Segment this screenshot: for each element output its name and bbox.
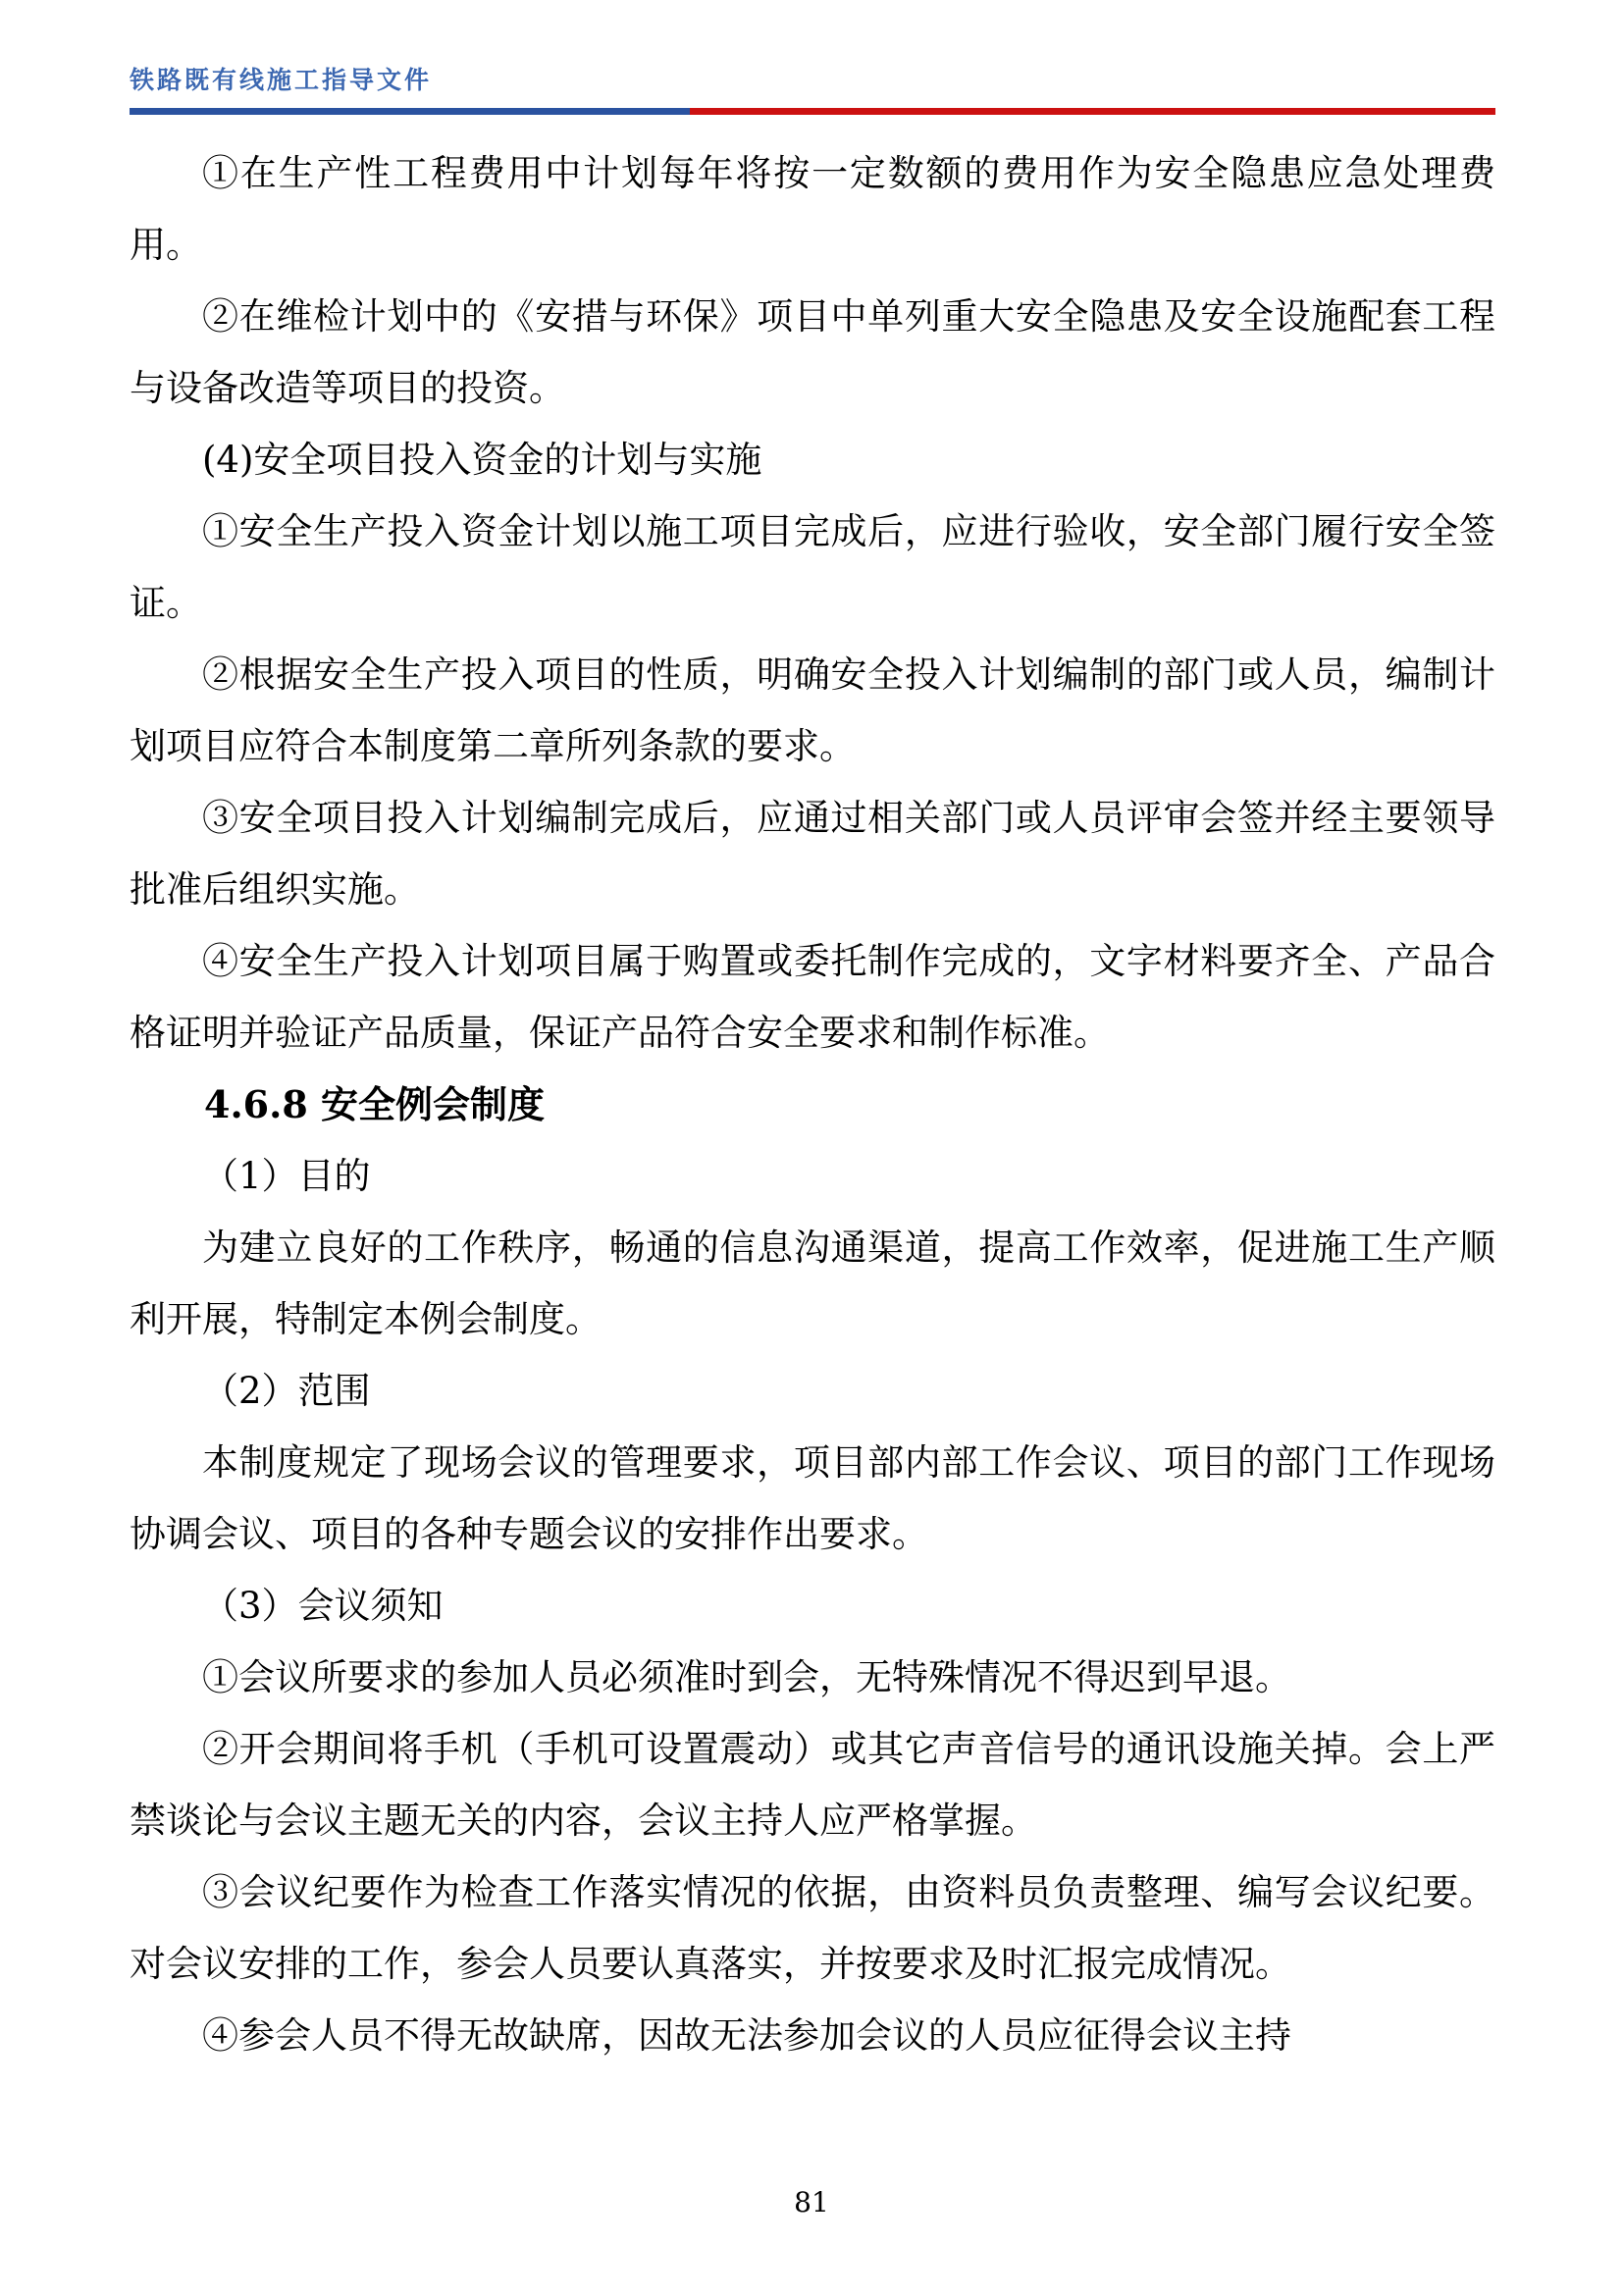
paragraph: ④参会人员不得无故缺席，因故无法参加会议的人员应征得会议主持 (202, 2014, 1291, 2057)
paragraph: （1）目的 (202, 1155, 371, 1197)
paragraph: ②根据安全生产投入项目的性质，明确安全投入计划编制的部门或人员，编制计划项目应符合本制度第二章所列条款的要求。 (130, 653, 1495, 767)
header-rule-blue-segment (130, 108, 690, 115)
document-body (130, 137, 1495, 2071)
page-number: 81 (794, 2186, 829, 2218)
paragraph: ③安全项目投入计划编制完成后，应通过相关部门或人员评审会签并经主要领导批准后组织实施。 (130, 797, 1495, 911)
header-rule (130, 108, 1495, 115)
paragraph: ①会议所要求的参加人员必须准时到会，无特殊情况不得迟到早退。 (202, 1656, 1291, 1698)
paragraph: ②开会期间将手机（手机可设置震动）或其它声音信号的通讯设施关掉。会上严禁谈论与会议主题无关的内容，会议主持人应严格掌握。 (130, 1728, 1495, 1842)
paragraph: 本制度规定了现场会议的管理要求，项目部内部工作会议、项目的部门工作现场协调会议、项目的各种专题会议的安排作出要求。 (130, 1441, 1495, 1555)
paragraph: （3）会议须知 (202, 1585, 444, 1627)
document-header-title: 铁路既有线施工指导文件 (130, 66, 433, 94)
paragraph: (4)安全项目投入资金的计划与实施 (202, 439, 762, 481)
paragraph: ①安全生产投入资金计划以施工项目完成后，应进行验收，安全部门履行安全签证。 (130, 510, 1495, 624)
paragraph: ③会议纪要作为检查工作落实情况的依据，由资料员负责整理、编写会议纪要。对会议安排的工作，参会人员要认真落实，并按要求及时汇报完成情况。 (130, 1871, 1495, 1985)
header-rule-red-segment (690, 108, 1495, 115)
paragraph: ②在维检计划中的《安措与环保》项目中单列重大安全隐患及安全设施配套工程与设备改造等项目的投资。 (130, 295, 1495, 409)
paragraph: 为建立良好的工作秩序，畅通的信息沟通渠道，提高工作效率，促进施工生产顺利开展，特制定本例会制度。 (130, 1226, 1495, 1340)
paragraph: ④安全生产投入计划项目属于购置或委托制作完成的，文字材料要齐全、产品合格证明并验证产品质量，保证产品符合安全要求和制作标准。 (130, 940, 1495, 1054)
paragraph: （2）范围 (202, 1370, 371, 1412)
paragraph: ①在生产性工程费用中计划每年将按一定数额的费用作为安全隐患应急处理费用。 (130, 152, 1495, 266)
section-heading: 4.6.8 安全例会制度 (204, 1082, 546, 1126)
